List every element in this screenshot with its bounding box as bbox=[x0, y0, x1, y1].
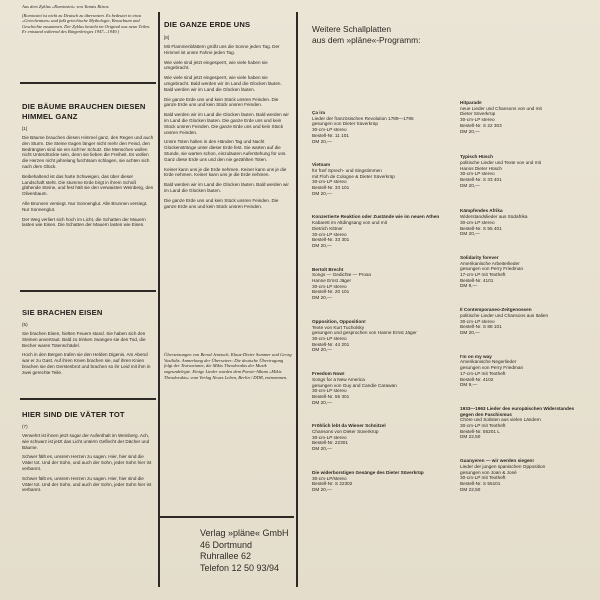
record-entry bbox=[312, 371, 452, 405]
poem-vaeter-stanza-1: Verwehrt ist ihnen jetzt sogar der Aufenthalt im Weinberg. Ach, wie schwarz ist jetzt das Licht unterm Geflecht der Dächer und Bäume. bbox=[22, 433, 150, 450]
publisher-street: Ruhrallee 62 bbox=[200, 551, 252, 561]
record-entry bbox=[460, 354, 582, 388]
record-detail: Bestell-Nr. 55 301 bbox=[312, 393, 350, 399]
poem-erde-stanza-7: Keiner kann uns je die Erde nehmen. Keiner kann uns je die Erde nehmen. Keiner kann uns je die Erde nehmen. bbox=[164, 166, 287, 178]
poem-baeume-number: [1] bbox=[22, 126, 28, 131]
record-detail: Dieter Süverkrüp bbox=[460, 111, 496, 117]
record-detail: 17-cm-LP mit Textheft bbox=[460, 370, 506, 376]
poem-baeume-stanza-3: Alle Brunnen versiegt. Nur Sonnenglut. Alle Brunnen versiegt. Nur Sonnenglut. bbox=[22, 200, 148, 212]
record-detail: Bestell-Nr. 44 201 bbox=[312, 341, 350, 347]
record-entry bbox=[460, 458, 582, 492]
record-detail: Bestell-Nr. 33 101 bbox=[312, 185, 350, 191]
record-title: Typisch Hüsch bbox=[460, 154, 493, 160]
record-detail: politische Lieder und Texte von und mit bbox=[460, 159, 541, 165]
poem-eisen-title: SIE BRACHEN EISEN bbox=[22, 308, 103, 317]
poem-baeume-stanza-4: Der Weg verliert sich hoch im Licht, die Schatten der Mauern lasten wie Eisen. Die Schatten der Mauern lasten wie Eisen. bbox=[22, 216, 146, 228]
record-title: Vietnam bbox=[312, 162, 331, 168]
record-title: Die widerborstigen Gesänge des Dieter Süverkrüp bbox=[312, 469, 424, 475]
record-detail: Bestell-Nr. S 22 303 bbox=[460, 122, 502, 128]
record-detail: gesungen von Dieter Süverkrüp bbox=[312, 121, 378, 127]
record-detail: DM 20,— bbox=[312, 486, 332, 492]
poem-ganze-erde bbox=[164, 20, 292, 350]
poem-vaeter-title: HIER SIND DIE VÄTER TOT bbox=[22, 410, 125, 419]
poem-baeume-title: DIE BÄUME BRAUCHEN DIESEN HIMMEL GANZ bbox=[22, 102, 146, 121]
divider-col1-col2 bbox=[158, 12, 160, 587]
record-detail: 30-cm-LP mit Textheft bbox=[460, 475, 506, 481]
record-detail: 30-cm-LP stereo bbox=[460, 117, 495, 123]
record-detail: DM 20,— bbox=[312, 295, 332, 301]
poem-baeume bbox=[22, 102, 155, 288]
record-detail: 30-cm-LP stereo bbox=[312, 283, 347, 289]
record-entry bbox=[312, 423, 452, 452]
record-title: Opposition, Opposition! bbox=[312, 318, 366, 324]
poem-baeume-stanza-1: Die Bäume brauchen diesen Himmel ganz, den Regen und auch den Sturm. Die Steine tragen länger nicht mehr den Feind, den Bedrängten sind sie ein sich'rer Schutz. Die Menschen wollen nicht Unterdrückte sein, denn sie lieben die Freiheit. Es wollen die Herzen nicht jahrelang furchtsam schlagen, sie achten sich nach dem Glück. bbox=[22, 135, 154, 169]
record-detail: DM 20,— bbox=[460, 231, 480, 237]
record-detail: Chöre und Solisten aus vielen Ländern bbox=[460, 417, 541, 423]
poem-erde-title: DIE GANZE ERDE UNS bbox=[164, 20, 251, 29]
intro-note: (Romiosini ist nicht zu Deutsch zu übersetzen. Es bedeutet in etwa »Griechentum« und faßt griechische Mythologie, Brauchtum und Geschichte zusammen. Der Zyklus besteht im Original aus neun Teilen. Er entstand während des Bürgerkrieges 1947—1949.) bbox=[22, 12, 151, 35]
record-title: Freedom Now! bbox=[312, 371, 345, 377]
record-detail: DM 20,— bbox=[312, 399, 332, 405]
record-detail: Bestell-Nr. S 88 101 bbox=[460, 324, 502, 330]
record-detail: 30-cm-LP stereo bbox=[460, 318, 495, 324]
poem-erde-stanza-8: Bald werden wir im Land die Glocken läuten. Bald werden wir im Land die Glocken läuten. bbox=[164, 182, 289, 193]
record-title: Ça ira bbox=[312, 110, 326, 115]
record-detail: Bestell-Nr. 22301 bbox=[312, 440, 348, 446]
record-detail: DM 20,— bbox=[312, 138, 332, 144]
record-detail: gesungen von Guy and Candie Carawan bbox=[312, 382, 397, 388]
divider-col2-col3 bbox=[296, 12, 298, 587]
record-detail: 30-cm-LP stereo bbox=[460, 171, 495, 177]
poem-erde-stanza-3: Wie viele sind jetzt eingesperrt, wie viele haben sie umgebracht. Bald werden wir im Land die Glocken läuten. Bald werden wir im Land die Glocken läuten. bbox=[164, 75, 282, 92]
poem-erde-stanza-6: Unsre Toten halten in den Händen Tag und Nacht Glockenstränge unter dieser Erde fest. Sie warten auf die Stunde, sie warten schon, einzuläuten Auferstehung für uns. Ganz diese Erde uns und den nie gezählten Toten. bbox=[164, 139, 287, 162]
record-detail: Lieder der jungen spanischen Opposition bbox=[460, 463, 546, 469]
record-detail: Bestell-Nr. 55201 L bbox=[460, 428, 500, 434]
publisher-city: 46 Dortmund bbox=[200, 539, 253, 550]
record-detail: Hanns Dieter Hüsch bbox=[460, 165, 502, 171]
poem-baeume-stanza-2: Beibehaltend ist das harte Schweigen, das über dieser Landschaft steht. Die stumme Erde birgt in ihrem Schoß glühende Steine, und fest hält sie den verwaisten Weinberg, den Olivenbaum. bbox=[22, 173, 154, 197]
record-detail: DM 20,— bbox=[312, 446, 332, 452]
catalog-heading-line-1: Weitere Schallplatten bbox=[312, 24, 391, 34]
record-detail: 30-cm-LP mit Textheft bbox=[460, 423, 506, 429]
record-title: Kämpfendes Afrika bbox=[460, 208, 503, 214]
record-title: Guanyeren — wir werden siegen! bbox=[460, 458, 534, 464]
poem-erde-stanza-1: Mit Flammenblättern grüßt uns die Sonne jeden Tag. Der Himmel ist unsre Fahne jeden Tag. bbox=[164, 44, 280, 55]
record-detail: DM 9,— bbox=[460, 283, 478, 289]
record-detail: gesungen von Joan & José bbox=[460, 469, 517, 475]
record-detail: mit Floh de Cologne & Dieter Süverkrüp bbox=[312, 173, 395, 179]
record-detail: DM 20,— bbox=[460, 329, 480, 335]
record-detail: Lieder der französischen Revolution 1789—1795 bbox=[312, 115, 414, 121]
record-detail: DM 20,— bbox=[312, 190, 332, 196]
record-detail: DM 20,— bbox=[312, 242, 332, 248]
record-detail: Widerstandslieder aus Südafrika bbox=[460, 214, 528, 220]
record-detail: 30-cm-LP stereo bbox=[312, 127, 347, 133]
record-detail: Bestell-Nr. S 55101 bbox=[460, 480, 501, 486]
record-title: 1933—1963 Lieder des europäischen Widerstandes gegen den Faschismus bbox=[460, 405, 575, 417]
record-detail: Bestell-Nr. S 33 401 bbox=[460, 177, 502, 183]
record-detail: 17-cm-LP mit Textheft bbox=[460, 272, 506, 278]
catalog-list-right bbox=[460, 100, 582, 590]
record-detail: 30-cm-LP stereo bbox=[312, 388, 347, 394]
record-title: Bertolt Brecht bbox=[312, 266, 344, 272]
poem-vaeter-stanza-3: Schwer fällt es, unsrem Herzen zu sagen. Hier, hier sind die Väter tot. Und der Sohn, und auch der Sohn, jeder Sohn hier ist verbannt. bbox=[22, 475, 152, 493]
record-detail: Bestell-Nr. S 22302 bbox=[312, 481, 353, 487]
record-detail: Amerikanische Arbeiterlieder bbox=[460, 260, 520, 266]
record-detail: Songs for a New America bbox=[312, 376, 365, 382]
record-detail: gesungen und gesprochen von Hanne Ernst Jäger bbox=[312, 330, 417, 336]
poem-erde-stanza-9: Die ganze Erde uns und kein Stück unsren Feinden. Die ganze Erde uns und kein Stück unsren Feinden. bbox=[164, 197, 279, 209]
record-detail: 30-cm-LP stereo bbox=[312, 335, 347, 341]
record-detail: gesungen von Perry Friedman bbox=[460, 365, 524, 371]
record-entry bbox=[460, 406, 582, 440]
poem-vaeter-stanza-2: Schwer fällt es, unsrem Herzen zu sagen. Hier, hier sind die Väter tot. Und der Sohn, und auch der Sohn, jeder Sohn hier ist verbannt. bbox=[22, 454, 152, 471]
record-entry bbox=[460, 255, 582, 289]
record-detail: DM 20,— bbox=[460, 128, 480, 134]
record-entry bbox=[312, 470, 452, 493]
record-detail: Songs — Gedichte — Prosa bbox=[312, 272, 371, 278]
poem-vaeter-number: (7) bbox=[22, 424, 28, 429]
record-entry bbox=[460, 208, 582, 237]
record-detail: Texte von Kurt Tucholsky bbox=[312, 324, 365, 330]
record-title: I'm on my way bbox=[460, 353, 492, 359]
poem-vaeter bbox=[22, 410, 155, 590]
record-detail: Bestell-Nr. 11 101 bbox=[312, 132, 349, 138]
record-detail: 30-cm-LP stereo bbox=[460, 219, 495, 225]
divider-publisher bbox=[160, 516, 294, 518]
record-detail: gesungen von Perry Friedman bbox=[460, 266, 524, 272]
record-detail: Bestell-Nr. 4102 bbox=[460, 376, 494, 382]
catalog-list-left bbox=[312, 110, 452, 590]
record-detail: Bestell-Nr. 4101 bbox=[460, 277, 494, 283]
record-title: Konzertierte Reaktion oder Zustände wie im neuen Athen bbox=[312, 214, 440, 220]
record-detail: Amerikanische Negerlieder bbox=[460, 359, 517, 365]
record-entry bbox=[460, 154, 582, 188]
translation-credits: Übersetzungen von Bernd Jentzsch, Klaus-Dieter Sommer und Georg Vasilidis. Anmerkung der Übersetzer: Die deutsche Übertragung folgt der Textvariante, die Mikis Theodorakis der Musik zugrundelegte. Einige Lieder wurden dem Poesie-Album »Mikis Theodorakis« vom Verlag Neues Leben, Berlin / DDR, entnommen. bbox=[164, 352, 292, 380]
poem-eisen-stanza-2: Hoch in den Bergen trafen sie den Helden Digenis. Am Abend war er zu Gast. Auf ihren Knien brachen sie, auf ihren Knien brachen sie den Gerstenbrot und brachen so ihr Leid mit ihm in zwei gerechte Teile. bbox=[22, 352, 151, 375]
record-detail: neue Lieder und Chansons von und mit bbox=[460, 105, 542, 111]
record-detail: 30-cm-LP stereo bbox=[312, 179, 347, 185]
record-title: Solidarity forever bbox=[460, 254, 499, 260]
record-detail: 30-cm-LP/stereo bbox=[312, 475, 347, 481]
record-entry bbox=[460, 100, 582, 134]
record-title: Fröhlich lebt da Wiener Schnitzel bbox=[312, 423, 386, 429]
cycle-heading: Aus dem Zyklus »Romiosini« von Yannis Ritsos bbox=[22, 4, 109, 9]
record-detail: Bestell-Nr. 20 101 bbox=[312, 289, 350, 295]
record-detail: für fünf Sprech- und Singstimmen bbox=[312, 167, 382, 173]
record-detail: 30-cm-LP stereo bbox=[312, 434, 347, 440]
publisher-phone: Telefon 12 50 93/94 bbox=[200, 562, 280, 573]
record-entry bbox=[312, 319, 452, 353]
record-detail: politische Lieder und Chansons aus Italien bbox=[460, 312, 549, 318]
record-entry bbox=[460, 307, 582, 336]
catalog-heading bbox=[312, 24, 562, 54]
record-detail: Bestell-Nr. 33 301 bbox=[312, 237, 350, 243]
poem-eisen-stanza-1: Sie brachen Eisen, hielten Feuern stand. Sie haben sich den Steinen anvertraut. Bald zu trinken zwangen sie den Tod, die Becher waren Totenschädel. bbox=[22, 331, 146, 348]
record-entry bbox=[312, 267, 452, 301]
record-detail: DM 9,— bbox=[460, 382, 478, 388]
record-title: Il Contemporaneo-Zeitgenossen bbox=[460, 307, 532, 313]
poem-erde-stanza-4: Die ganze Erde uns und kein Stück unsren Feinden. Die ganze Erde uns und kein Stück unsren Feinden. bbox=[164, 96, 279, 108]
record-detail: DM 20,— bbox=[460, 182, 480, 188]
record-detail: Dietrich Kittner bbox=[312, 225, 343, 231]
poem-erde-number: [8] bbox=[164, 35, 170, 40]
poem-eisen bbox=[22, 308, 155, 396]
poem-erde-stanza-5: Bald werden wir im Land die Glocken läuten. Bald werden wir im Land die Glocken läuten. Die ganze Erde uns und kein Stück unsren Feinden. Die ganze Erde uns und kein Stück unsren Feinden. bbox=[164, 112, 289, 135]
publisher-address bbox=[200, 528, 292, 588]
catalog-heading-line-2: aus dem »pläne«-Programm: bbox=[312, 34, 421, 45]
record-detail: 30-cm-LP stereo bbox=[312, 231, 347, 237]
publisher-name: Verlag »pläne« GmbH bbox=[200, 528, 289, 538]
record-detail: Bestell-Nr. S 55 401 bbox=[460, 225, 502, 231]
record-detail: Chansons von Dieter Süverkrüp bbox=[312, 429, 379, 435]
record-detail: Kabarett im Altdingsang von und mit bbox=[312, 220, 388, 226]
record-detail: DM 20,— bbox=[312, 347, 332, 353]
record-detail: DM 22,50 bbox=[460, 434, 481, 440]
poem-eisen-number: (5) bbox=[22, 322, 28, 327]
record-detail: DM 22,50 bbox=[460, 486, 481, 492]
record-entry bbox=[312, 110, 452, 144]
poem-erde-stanza-2: Wie viele sind jetzt eingesperrt, wie viele haben sie umgebracht. bbox=[164, 59, 268, 71]
record-title: Hitparade bbox=[460, 100, 482, 105]
record-entry bbox=[312, 162, 452, 196]
record-detail: Hanne Ernst Jäger bbox=[312, 278, 352, 284]
record-entry bbox=[312, 214, 452, 248]
